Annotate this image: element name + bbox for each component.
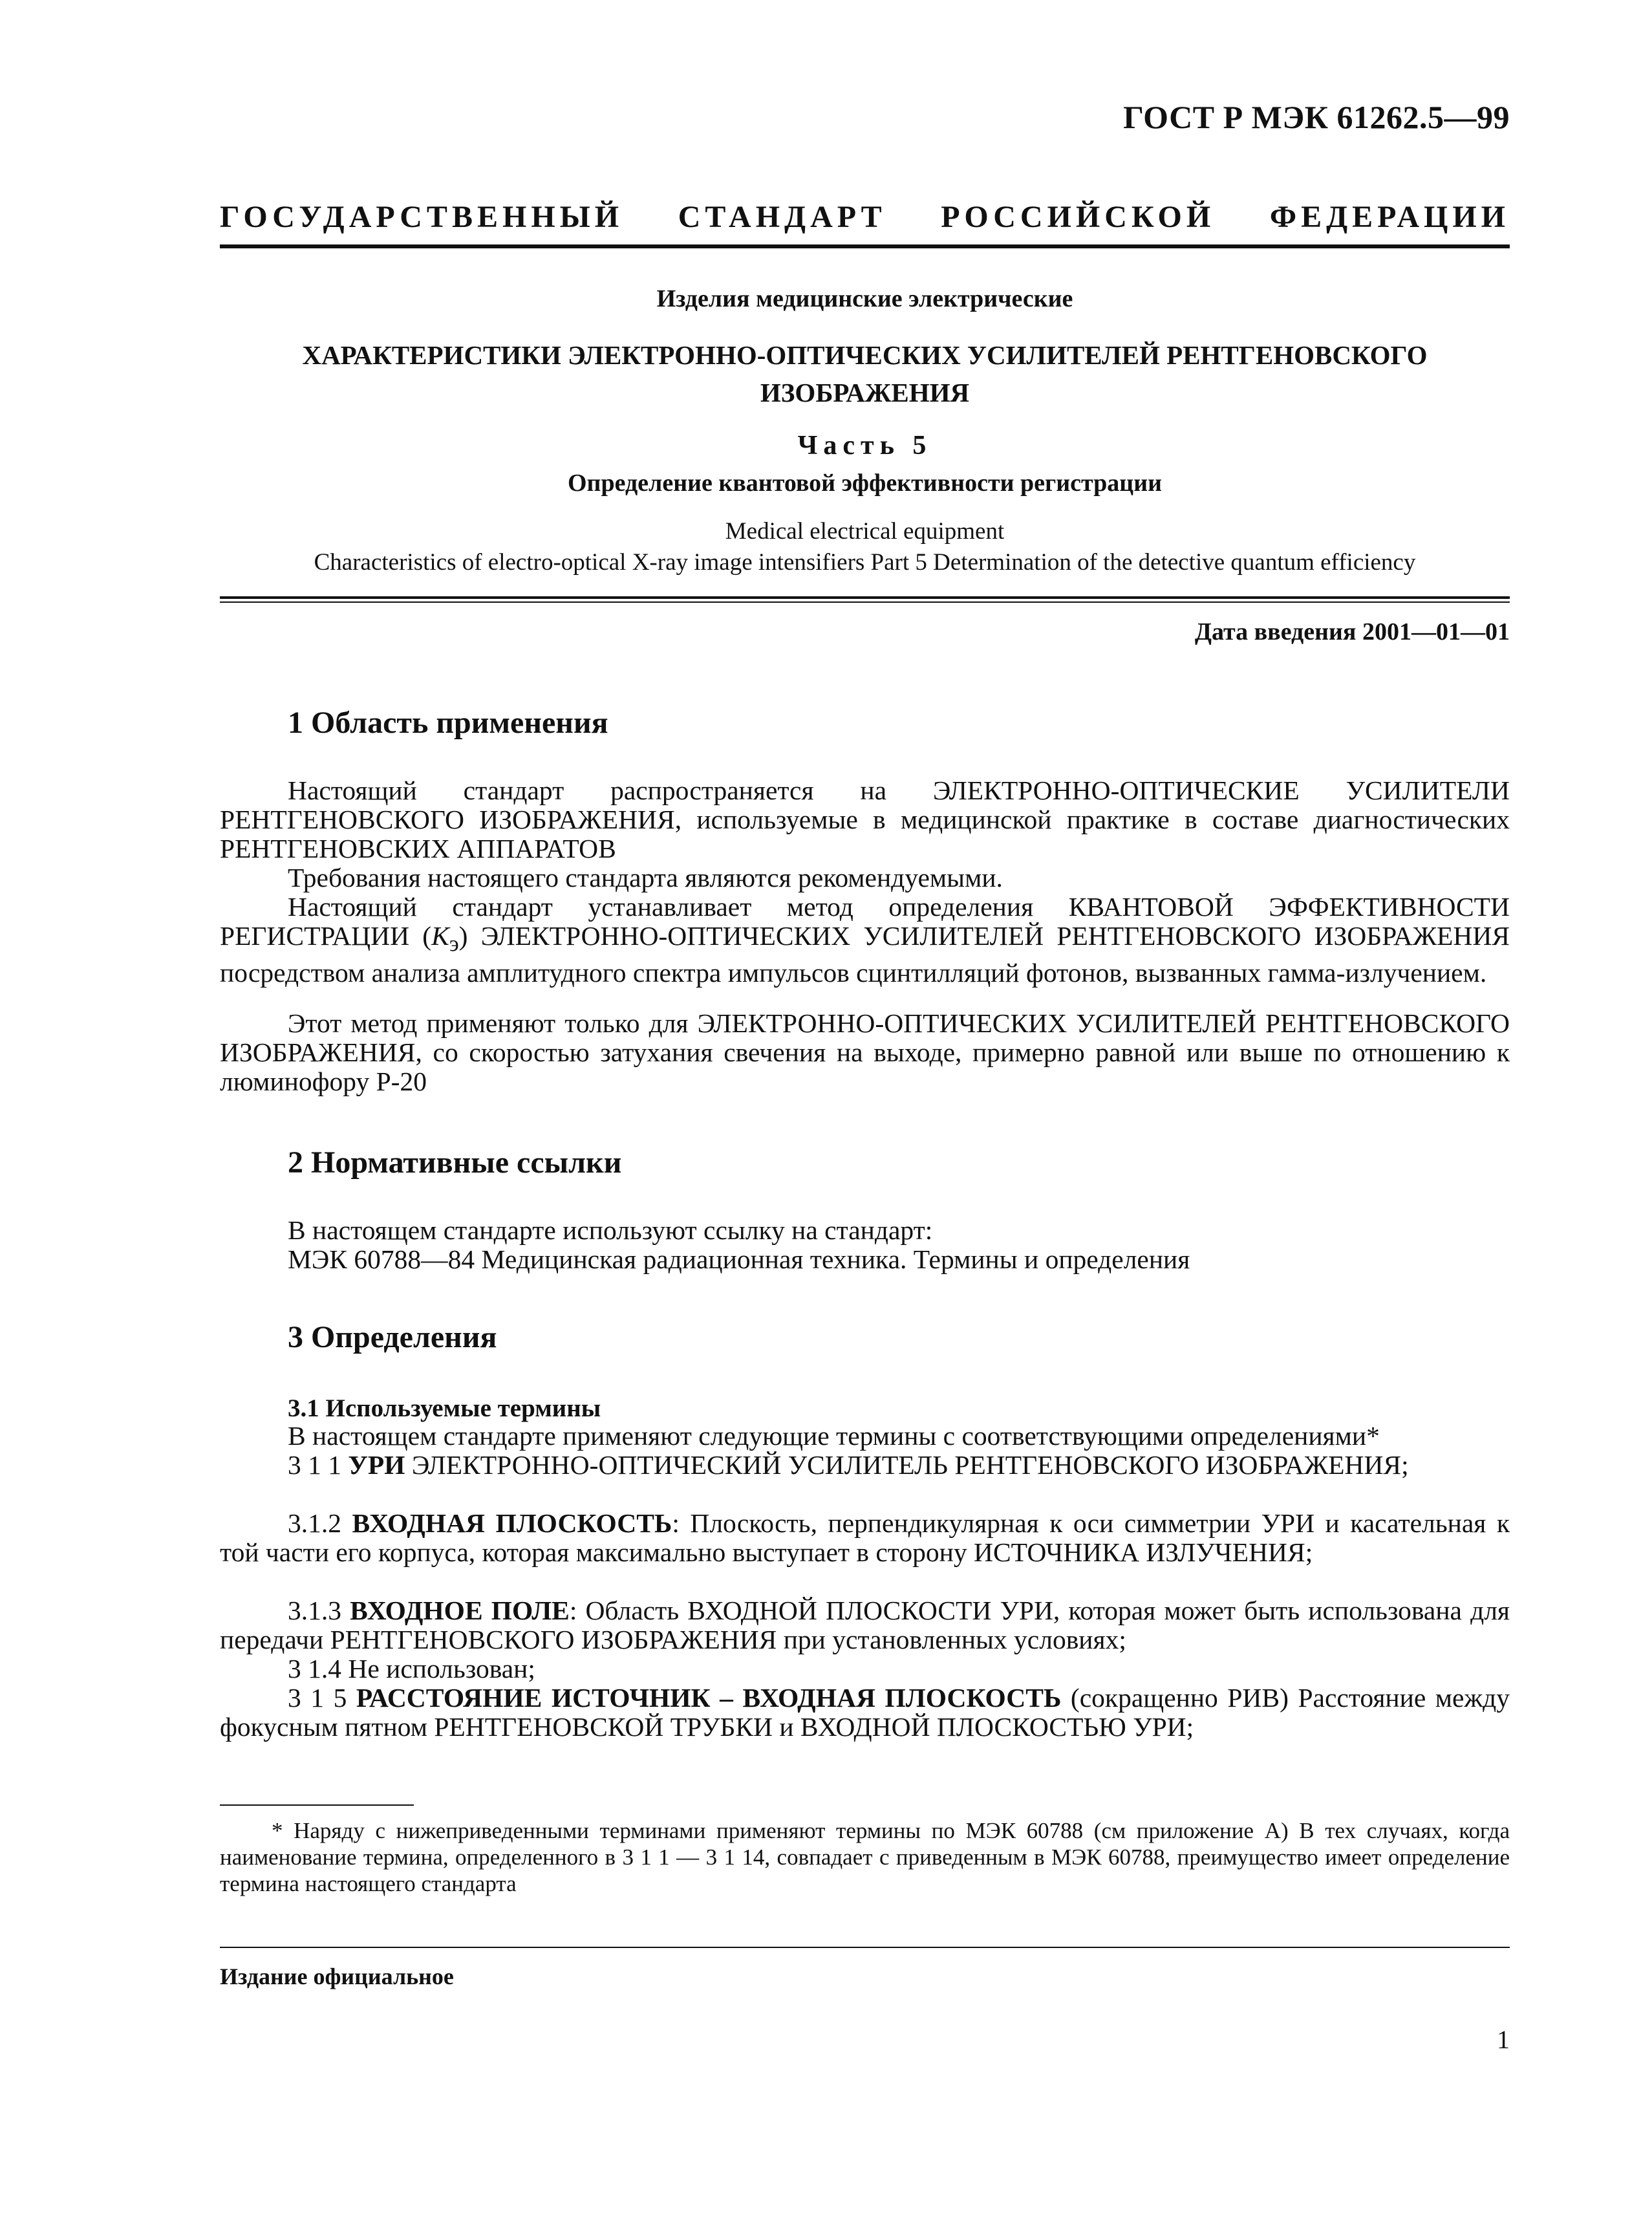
product-category: Изделия медицинские электрические <box>656 285 1073 312</box>
term-3-1-5: 3 1 5 РАССТОЯНИЕ ИСТОЧНИК – ВХОДНАЯ ПЛОСКОСТЬ (сокращенно РИВ) Расстояние между фокусным пятном РЕНТГЕНОВСКОЙ ТРУБКИ и ВХОДНОЙ ПЛОСКОСТЬЮ УРИ; <box>220 1683 1510 1742</box>
section-3-heading: 3 Определения <box>288 1320 497 1354</box>
footer-divider <box>220 1947 1510 1948</box>
section-1-paragraph-4: Этот метод применяют только для ЭЛЕКТРОННО-ОПТИЧЕСКИХ УСИЛИТЕЛЕЙ РЕНТГЕНОВСКОГО ИЗОБРАЖЕНИЯ, со скоростью затухания свечения на выходе, примерно равной или выше по отношению к люминофору Р-20 <box>220 1008 1510 1096</box>
main-title <box>220 336 1510 411</box>
term-3-1-3: 3.1.3 ВХОДНОЕ ПОЛЕ: Область ВХОДНОЙ ПЛОСКОСТИ УРИ, которая может быть использована для передачи РЕНТГЕНОВСКОГО ИЗОБРАЖЕНИЯ при установленных условиях; <box>220 1596 1510 1654</box>
term-3-1-2: 3.1.2 ВХОДНАЯ ПЛОСКОСТЬ: Плоскость, перпендикулярная к оси симметрии УРИ и касательная к той части его корпуса, которая максимально выступает в сторону ИСТОЧНИКА ИЗЛУЧЕНИЯ; <box>220 1508 1510 1567</box>
section-2-heading: 2 Нормативные ссылки <box>288 1145 622 1180</box>
page-number: 1 <box>1497 2025 1510 2054</box>
english-title-line-1: Medical electrical equipment <box>725 518 1005 545</box>
section-2-line-1: В настоящем стандарте используют ссылку на стандарт: <box>288 1215 933 1245</box>
section-2-line-2: МЭК 60788—84 Медицинская радиационная техника. Термины и определения <box>288 1244 1190 1274</box>
document-page <box>220 0 1510 2230</box>
section-1-paragraph-1: Настоящий стандарт распространяется на ЭЛЕКТРОННО-ОПТИЧЕСКИЕ УСИЛИТЕЛИ РЕНТГЕНОВСКОГО ИЗОБРАЖЕНИЯ, используемые в медицинской практике в составе диагностических РЕНТГЕНОВСКИХ АППАРАТОВ <box>220 775 1510 863</box>
term-3-1-4: 3 1.4 Не использован; <box>288 1654 535 1683</box>
k-subscript: э <box>449 931 459 957</box>
title-divider-thick <box>220 596 1510 599</box>
part-label: Часть 5 <box>797 431 932 460</box>
term-3-1-1: 3 1 1 УРИ ЭЛЕКТРОННО-ОПТИЧЕСКИЙ УСИЛИТЕЛЬ РЕНТГЕНОВСКОГО ИЗОБРАЖЕНИЯ; <box>288 1450 1409 1480</box>
footnote: * Наряду с нижеприведенными терминами применяют термины по МЭК 60788 (см приложение А) В тех случаях, когда наименование термина, определенного в 3 1 1 — 3 1 14, совпадает с приведенным в МЭК 60788, преимущество имеет определение термина настоящего стандарта <box>220 1818 1510 1896</box>
document-code: ГОСТ Р МЭК 61262.5—99 <box>1123 99 1510 135</box>
header-divider <box>220 244 1510 248</box>
section-1-paragraph-3: Настоящий стандарт устанавливает метод определения КВАНТОВОЙ ЭФФЕКТИВНОСТИ РЕГИСТРАЦИИ $(K_э)$ ЭЛЕКТРОННО-ОПТИЧЕСКИХ УСИЛИТЕЛЕЙ РЕНТГЕНОВСКОГО ИЗОБРАЖЕНИЯ посредством анализа амплитудного спектра импульсов сцинтилляций фотонов, вызванных гамма-излучением. <box>220 892 1510 988</box>
edition-note: Издание официальное <box>220 1964 454 1989</box>
k-symbol: K <box>431 921 449 951</box>
state-standard-title: ГОСУДАРСТВЕННЫЙ СТАНДАРТ РОССИЙСКОЙ ФЕДЕРАЦИИ <box>220 200 1510 234</box>
footnote-divider <box>220 1804 414 1806</box>
part-title: Определение квантовой эффективности регистрации <box>568 470 1162 497</box>
main-title-line-2: ИЗОБРАЖЕНИЯ <box>760 378 970 407</box>
title-divider-thin <box>220 601 1510 603</box>
main-title-line-1: ХАРАКТЕРИСТИКИ ЭЛЕКТРОННО-ОПТИЧЕСКИХ УСИЛИТЕЛЕЙ РЕНТГЕНОВСКОГО <box>302 340 1428 370</box>
section-1-heading: 1 Область применения <box>288 706 608 740</box>
section-3-intro: В настоящем стандарте применяют следующие термины с соответствующими определениями* <box>288 1421 1380 1451</box>
section-3-1-heading: 3.1 Используемые термины <box>288 1394 601 1422</box>
introduction-date: Дата введения 2001—01—01 <box>1194 618 1510 645</box>
section-1-paragraph-2: Требования настоящего стандарта являются рекомендуемыми. <box>288 863 1003 893</box>
english-title-line-2: Characteristics of electro-optical X-ray image intensifiers Part 5 Determination of the detective quantum efficiency <box>314 549 1416 576</box>
